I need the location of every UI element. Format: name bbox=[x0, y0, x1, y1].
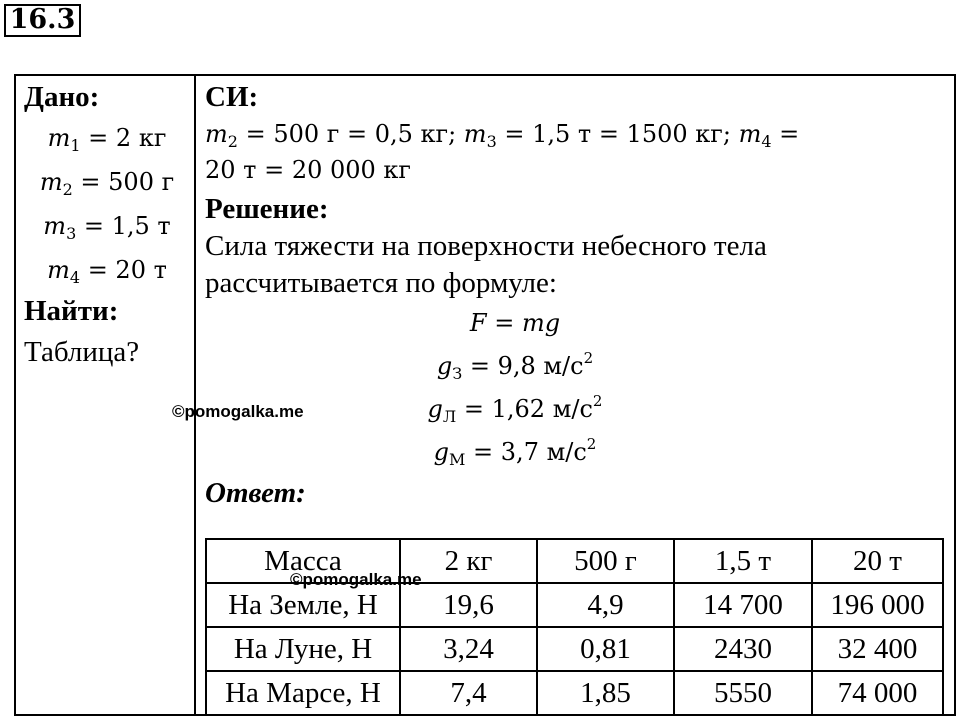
table-header-cell: 2 кг bbox=[400, 539, 537, 583]
problem-number: 16.3 bbox=[4, 4, 81, 37]
watermark: ©pomogalka.me bbox=[290, 570, 422, 589]
table-header-cell: 20 т bbox=[812, 539, 943, 583]
g-moon: $g_Л = 1,62$ $м/с^2$ bbox=[427, 392, 603, 426]
table-row-label: На Марсе, Н bbox=[206, 671, 400, 715]
find-header: Найти: bbox=[24, 295, 119, 327]
si-conversions bbox=[205, 116, 945, 188]
given-column bbox=[24, 78, 190, 371]
table-header-cell: Масса bbox=[206, 539, 400, 583]
g-earth: $g_З = 9,8$ $м/с^2$ bbox=[436, 349, 594, 383]
table-row-label: На Земле, Н bbox=[206, 583, 400, 627]
table-row bbox=[206, 671, 943, 715]
si-line-2: 20 т = 20 000 кг bbox=[205, 156, 411, 184]
table-row bbox=[206, 627, 943, 671]
table-header-cell: 500 г bbox=[537, 539, 674, 583]
answer-header: Ответ: bbox=[205, 477, 306, 509]
results-table bbox=[205, 538, 944, 716]
si-line-1: $m_2 = 500$ г = 0,5 кг; $m_3 = 1,5$ т = 1500 кг; $m_4$ = bbox=[205, 120, 800, 151]
solution-text-2: рассчитывается по формуле: bbox=[205, 267, 557, 299]
table-cell: 0,81 bbox=[537, 627, 674, 671]
table-cell: 74 000 bbox=[812, 671, 943, 715]
given-m3: $m_3 = 1,5$ т bbox=[43, 212, 171, 243]
g-mars: $g_М = 3,7$ $м/с^2$ bbox=[433, 435, 597, 469]
solution-column bbox=[205, 78, 945, 510]
table-cell: 7,4 bbox=[400, 671, 537, 715]
table-cell: 3,24 bbox=[400, 627, 537, 671]
table-cell: 2430 bbox=[674, 627, 812, 671]
column-divider bbox=[194, 74, 196, 716]
given-m4: $m_4 = 20$ т bbox=[47, 256, 167, 287]
table-row-label: На Луне, Н bbox=[206, 627, 400, 671]
solution-header: Решение: bbox=[205, 193, 329, 225]
table-cell: 196 000 bbox=[812, 583, 943, 627]
formula-force: F = mg bbox=[469, 309, 561, 337]
solution-text-1: Сила тяжести на поверхности небесного тела bbox=[205, 230, 767, 262]
table-cell: 32 400 bbox=[812, 627, 943, 671]
find-value: Таблица? bbox=[24, 336, 140, 368]
table-cell: 4,9 bbox=[537, 583, 674, 627]
si-header: СИ: bbox=[205, 81, 259, 113]
table-cell: 5550 bbox=[674, 671, 812, 715]
given-m1: $m_1 = 2$ кг bbox=[47, 124, 167, 155]
given-header: Дано: bbox=[24, 81, 100, 113]
table-cell: 1,85 bbox=[537, 671, 674, 715]
table-cell: 14 700 bbox=[674, 583, 812, 627]
table-header-cell: 1,5 т bbox=[674, 539, 812, 583]
table-cell: 19,6 bbox=[400, 583, 537, 627]
watermark: ©pomogalka.me bbox=[172, 402, 304, 421]
given-m2: $m_2 = 500$ г bbox=[39, 168, 175, 199]
